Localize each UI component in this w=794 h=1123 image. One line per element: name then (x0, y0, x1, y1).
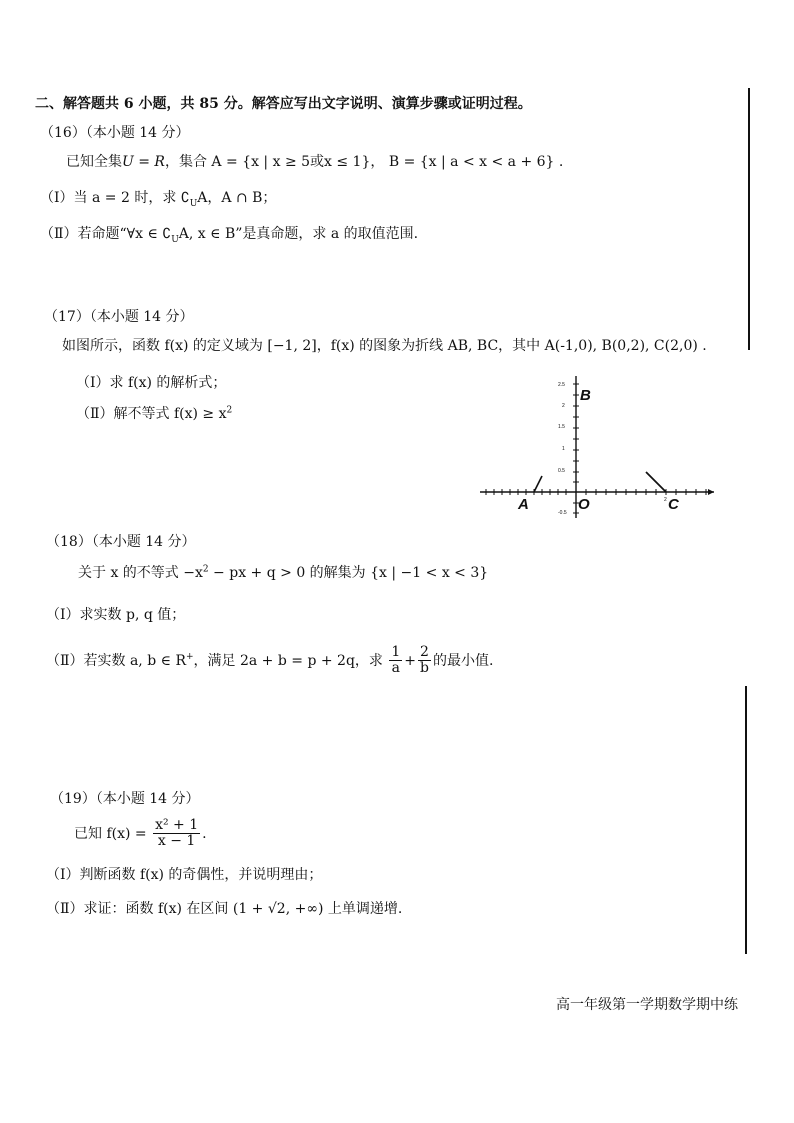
q18-plus: + (404, 652, 417, 669)
q19-given-end: . (202, 825, 207, 842)
q19-part2: （Ⅱ）求证：函数 f(x) 在区间 (1 + √2, +∞) 上单调递增. (46, 901, 403, 917)
q16-part1-rest: A，A ∩ B； (197, 190, 277, 206)
q19-given (74, 818, 207, 850)
q18-fraction-1 (389, 645, 402, 677)
scan-edge-line-top (748, 88, 750, 350)
q19-part1: （Ⅰ）判断函数 f(x) 的奇偶性，并说明理由； (46, 867, 323, 883)
y-tick-2: 2 (562, 403, 565, 409)
y-tick-1.5: 1.5 (558, 424, 565, 430)
q18-frac1-num: 1 (391, 644, 401, 660)
q16-part1-sub: U (189, 198, 198, 209)
y-tick-2.5: 2.5 (558, 382, 565, 388)
q16-part2-text: （Ⅱ）若命题“∀x ∈ ∁ (40, 226, 172, 242)
q17-graph (478, 368, 718, 538)
q17-description: 如图所示，函数 f(x) 的定义域为 [−1, 2]，f(x) 的图象为折线 AB, BC，其中 A(-1,0), B(0,2), C(2,0) . (62, 338, 707, 354)
q17-part1: （Ⅰ）求 f(x) 的解析式； (76, 375, 227, 391)
q16-part2-rest: A, x ∈ B”是真命题，求 a 的取值范围. (178, 226, 419, 242)
label-c: C (668, 496, 679, 513)
label-o: O (578, 496, 590, 513)
q18-part1: （Ⅰ）求实数 p, q 值； (46, 607, 186, 623)
label-a: A (518, 496, 529, 513)
page-footer: 高一年级第一学期数学期中练 (556, 997, 738, 1013)
q19-given-text: 已知 f(x) = (74, 825, 147, 842)
q16-part1-text: （Ⅰ）当 a = 2 时，求 ∁ (40, 190, 190, 206)
x-tick-2: 2 (664, 497, 667, 503)
segment-ab-stub (534, 476, 542, 492)
scan-edge-line-bottom (745, 686, 747, 954)
q17-heading: （17）（本小题 14 分） (44, 309, 194, 325)
q18-part2 (46, 645, 493, 677)
q19-frac-den: x − 1 (157, 833, 196, 850)
q18-part2-text: （Ⅱ）若实数 a, b ∈ R (46, 652, 186, 669)
y-tick-neg0.5: -0.5 (558, 510, 567, 516)
q16-part2 (40, 223, 418, 245)
q18-line1-sup: 2 (202, 564, 209, 575)
q19-frac-num: x² + 1 (155, 817, 199, 833)
q16-given-prefix: 已知全集 (66, 154, 122, 170)
q18-fraction-2 (418, 645, 431, 677)
q18-part2-mid: ，满足 2a + b = p + 2q，求 (193, 652, 383, 669)
q16-heading: （16）（本小题 14 分） (40, 125, 190, 141)
q18-frac1-den: a (391, 660, 401, 677)
q18-frac2-den: b (420, 660, 429, 677)
section-header: 二、解答题共 6 小题，共 85 分。解答应写出文字说明、演算步骤或证明过程。 (35, 96, 532, 112)
y-tick-1: 1 (562, 446, 565, 452)
q16-set-a: ，集合 A = {x | x ≥ 5或x ≤ 1}， (164, 154, 385, 170)
q16-part2-sub: U (171, 234, 179, 245)
q18-line1-rest: − px + q > 0 的解集为 {x | −1 < x < 3} (208, 565, 489, 581)
q17-part2-text: （Ⅱ）解不等式 f(x) ≥ x (76, 406, 227, 422)
q16-given (66, 151, 563, 171)
x-axis-arrow (708, 489, 714, 495)
q18-frac2-num: 2 (418, 645, 431, 661)
q19-heading: （19）（本小题 14 分） (50, 791, 200, 807)
q18-part2-sup: + (185, 652, 194, 663)
q17-part2 (76, 403, 232, 423)
q16-part1 (40, 187, 276, 209)
q18-part2-end: 的最小值. (433, 652, 494, 669)
y-tick-0.5: 0.5 (558, 468, 565, 474)
q16-universal-set: U = R (122, 154, 165, 170)
q18-heading: （18）（本小题 14 分） (46, 534, 196, 550)
q18-line1-text: 关于 x 的不等式 −x (78, 565, 203, 581)
label-b: B (580, 387, 591, 404)
q19-fraction (153, 818, 200, 850)
q18-inequality (78, 562, 488, 582)
q16-set-b: B = {x | a < x < a + 6} . (388, 154, 564, 170)
q17-part2-sup: 2 (226, 405, 233, 416)
